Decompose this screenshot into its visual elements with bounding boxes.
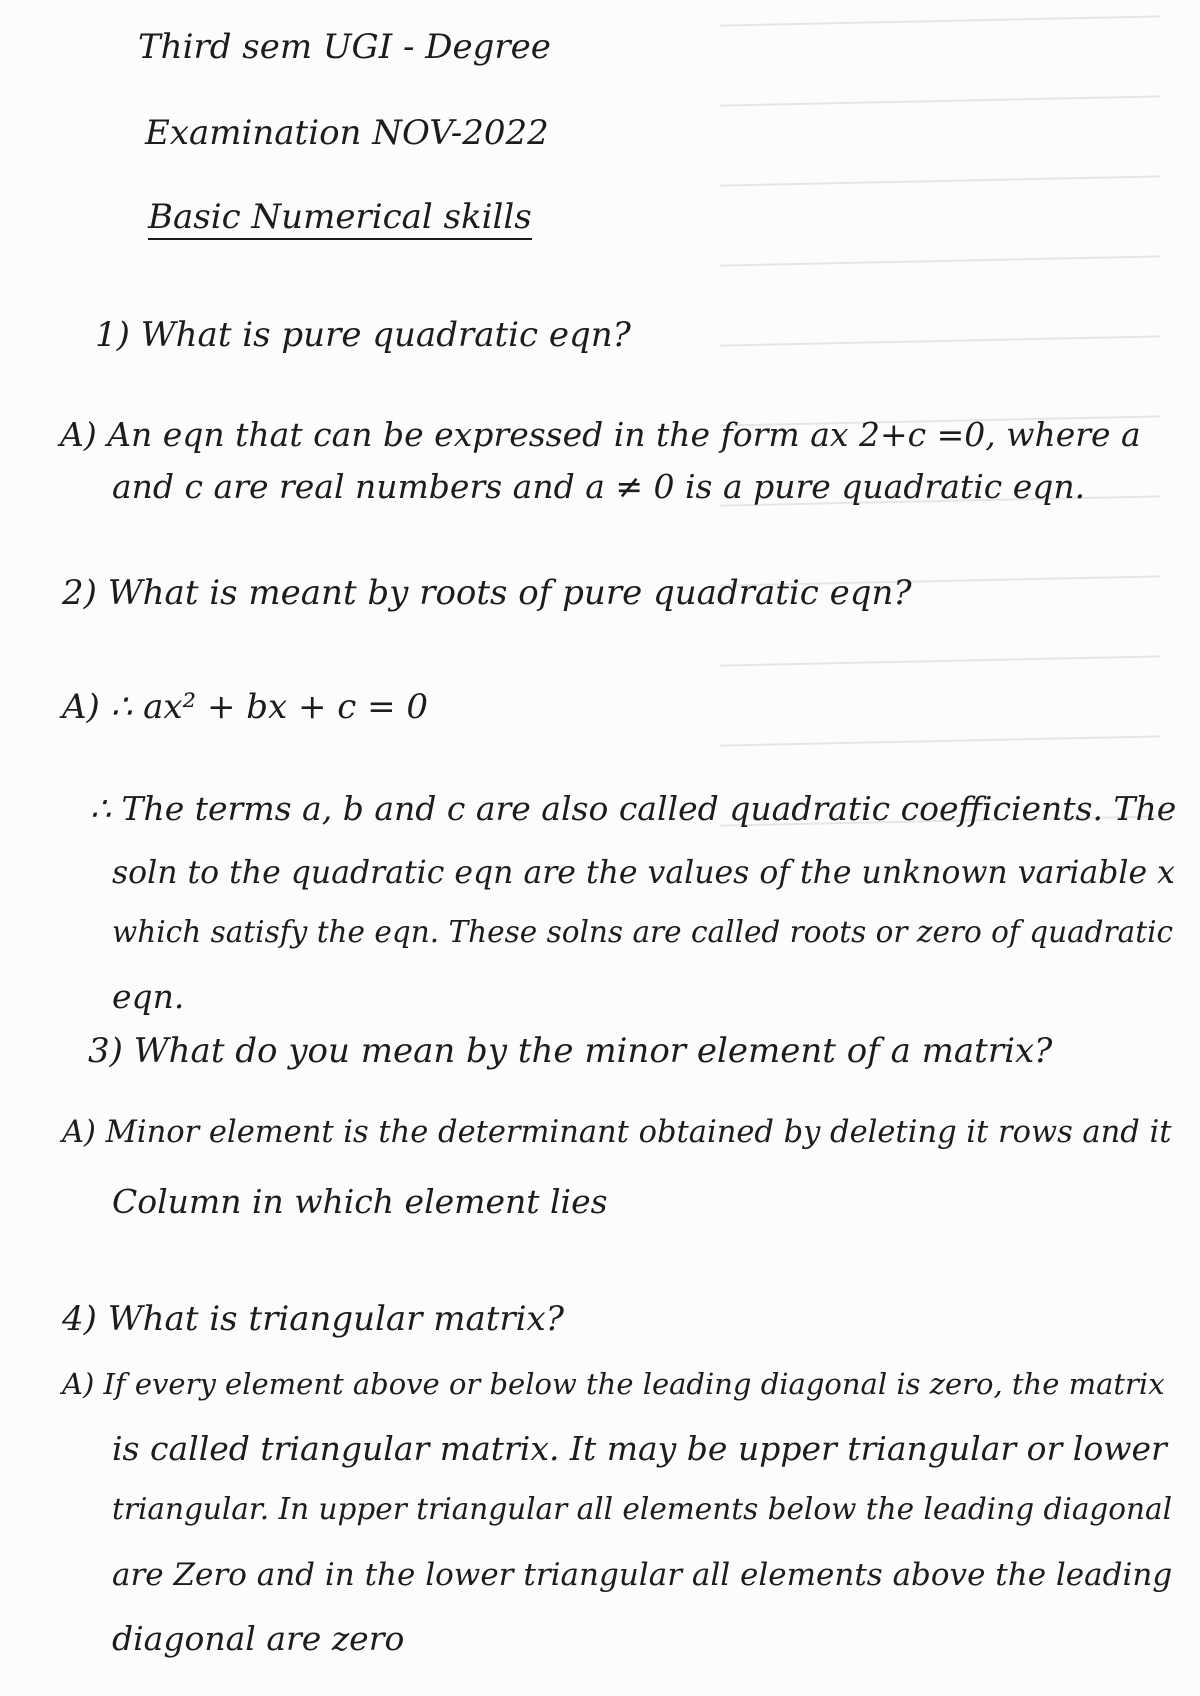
answer-4-line-5: diagonal are zero	[112, 1619, 405, 1658]
question-2: 2) What is meant by roots of pure quadratic eqn?	[62, 573, 912, 613]
answer-2-line-4: which satisfy the eqn. These solns are called roots or zero of quadratic	[112, 915, 1174, 949]
subject-title: Basic Numerical skills	[148, 200, 532, 240]
answer-2-line-2: ∴ The terms a, b and c are also called quadratic coefficients. The	[90, 789, 1177, 828]
answer-4-line-1: A) If every element above or below the leading diagonal is zero, the matrix	[62, 1367, 1165, 1401]
answer-2-line-5: eqn.	[112, 977, 185, 1016]
answer-4-line-2: is called triangular matrix. It may be upper triangular or lower	[112, 1429, 1167, 1468]
answer-2-line-1: A) ∴ ax² + bx + c = 0	[62, 687, 429, 727]
answer-1-line-1: A) An eqn that can be expressed in the form ax 2+c =0, where a	[60, 415, 1141, 454]
answer-3-line-1: A) Minor element is the determinant obtained by deleting it rows and it	[62, 1115, 1172, 1150]
question-4: 4) What is triangular matrix?	[62, 1299, 564, 1339]
answer-1-line-2: and c are real numbers and a ≠ 0 is a pure quadratic eqn.	[112, 467, 1086, 506]
question-3: 3) What do you mean by the minor element of a matrix?	[88, 1031, 1053, 1071]
answer-3-line-2: Column in which element lies	[112, 1182, 608, 1221]
exam-title-line-2: Examination NOV-2022	[145, 113, 549, 153]
question-1: 1) What is pure quadratic eqn?	[95, 315, 631, 355]
answer-2-line-3: soln to the quadratic eqn are the values of the unknown variable x	[112, 855, 1175, 891]
answer-4-line-4: are Zero and in the lower triangular all elements above the leading	[112, 1557, 1173, 1593]
answer-4-line-3: triangular. In upper triangular all elements below the leading diagonal	[112, 1492, 1173, 1526]
exam-title-line-1: Third sem UGI - Degree	[138, 27, 551, 67]
